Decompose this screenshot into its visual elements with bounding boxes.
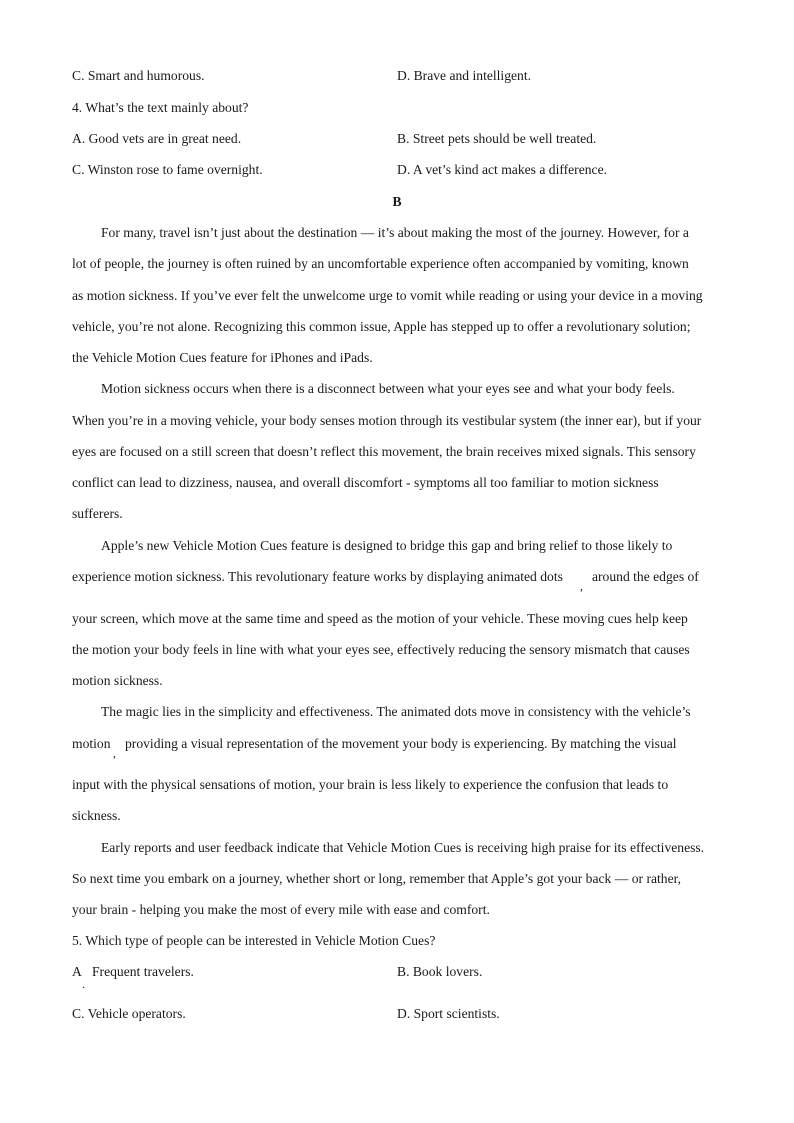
p5-line: So next time you embark on a journey, whether short or long, remember that Apple’s got your back — or rather,: [72, 871, 682, 886]
p3-line-tail: around the edges of: [592, 569, 699, 584]
p3-line: your screen, which move at the same time and speed as the motion of your vehicle. These moving cues help keep: [72, 611, 688, 626]
q5-option-b: B. Book lovers.: [397, 964, 483, 979]
stray-dot-mark: .: [82, 977, 85, 991]
q3-option-c: C. Smart and humorous.: [72, 68, 205, 83]
q4-option-b: B. Street pets should be well treated.: [397, 131, 597, 146]
p2-line: sufferers.: [72, 506, 123, 521]
q3-option-d: D. Brave and intelligent.: [397, 68, 532, 83]
p3-line: experience motion sickness. This revolutionary feature works by displaying animated dots: [72, 569, 563, 584]
p3-line: Apple’s new Vehicle Motion Cues feature is designed to bridge this gap and bring relief to those likely to: [101, 538, 673, 553]
q4-option-a: A. Good vets are in great need.: [72, 131, 242, 146]
p4-line: sickness.: [72, 808, 121, 823]
p2-line: eyes are focused on a still screen that doesn’t reflect this movement, the brain receives mixed signals. This sensory: [72, 444, 696, 459]
p2-line: Motion sickness occurs when there is a disconnect between what your eyes see and what your body feels.: [101, 381, 675, 396]
q4-stem: 4. What’s the text mainly about?: [72, 100, 249, 115]
p4-line: The magic lies in the simplicity and effectiveness. The animated dots move in consistency with the vehicle’s: [101, 704, 691, 719]
p4-line-tail: providing a visual representation of the movement your body is experiencing. By matching the visual: [125, 736, 677, 751]
p5-line: your brain - helping you make the most of every mile with ease and comfort.: [72, 902, 490, 917]
p1-line: as motion sickness. If you’ve ever felt the unwelcome urge to vomit while reading or using your device in a moving: [72, 288, 703, 303]
stray-comma-mark: ,: [580, 579, 583, 593]
q5-option-a-letter: A: [72, 964, 82, 979]
p2-line: When you’re in a moving vehicle, your body senses motion through its vestibular system (the inner ear), but if your: [72, 413, 702, 428]
p5-line: Early reports and user feedback indicate that Vehicle Motion Cues is receiving high praise for its effectiveness.: [101, 840, 705, 855]
p4-line: input with the physical sensations of motion, your brain is less likely to experience the confusion that leads to: [72, 777, 669, 792]
p3-line: motion sickness.: [72, 673, 163, 688]
q4-option-c: C. Winston rose to fame overnight.: [72, 162, 263, 177]
p1-line: vehicle, you’re not alone. Recognizing this common issue, Apple has stepped up to offer a revolutionary solution;: [72, 319, 691, 334]
p1-line: lot of people, the journey is often ruined by an uncomfortable experience often accompanied by vomiting, known: [72, 256, 689, 271]
q5-option-d: D. Sport scientists.: [397, 1006, 500, 1021]
q5-option-a-text: Frequent travelers.: [92, 964, 194, 979]
p3-line: the motion your body feels in line with what your eyes see, effectively reducing the sensory mismatch that causes: [72, 642, 690, 657]
p4-line: motion: [72, 736, 111, 751]
passage-heading: B: [392, 194, 402, 209]
p2-line: conflict can lead to dizziness, nausea, and overall discomfort - symptoms all too familiar to motion sickness: [72, 475, 659, 490]
q5-option-c: C. Vehicle operators.: [72, 1006, 186, 1021]
stray-comma-mark: ,: [113, 746, 116, 760]
p1-line: For many, travel isn’t just about the destination — it’s about making the most of the journey. However, for a: [101, 225, 689, 240]
q5-stem: 5. Which type of people can be interested in Vehicle Motion Cues?: [72, 933, 436, 948]
q4-option-d: D. A vet’s kind act makes a difference.: [397, 162, 608, 177]
p1-line: the Vehicle Motion Cues feature for iPhones and iPads.: [72, 350, 373, 365]
